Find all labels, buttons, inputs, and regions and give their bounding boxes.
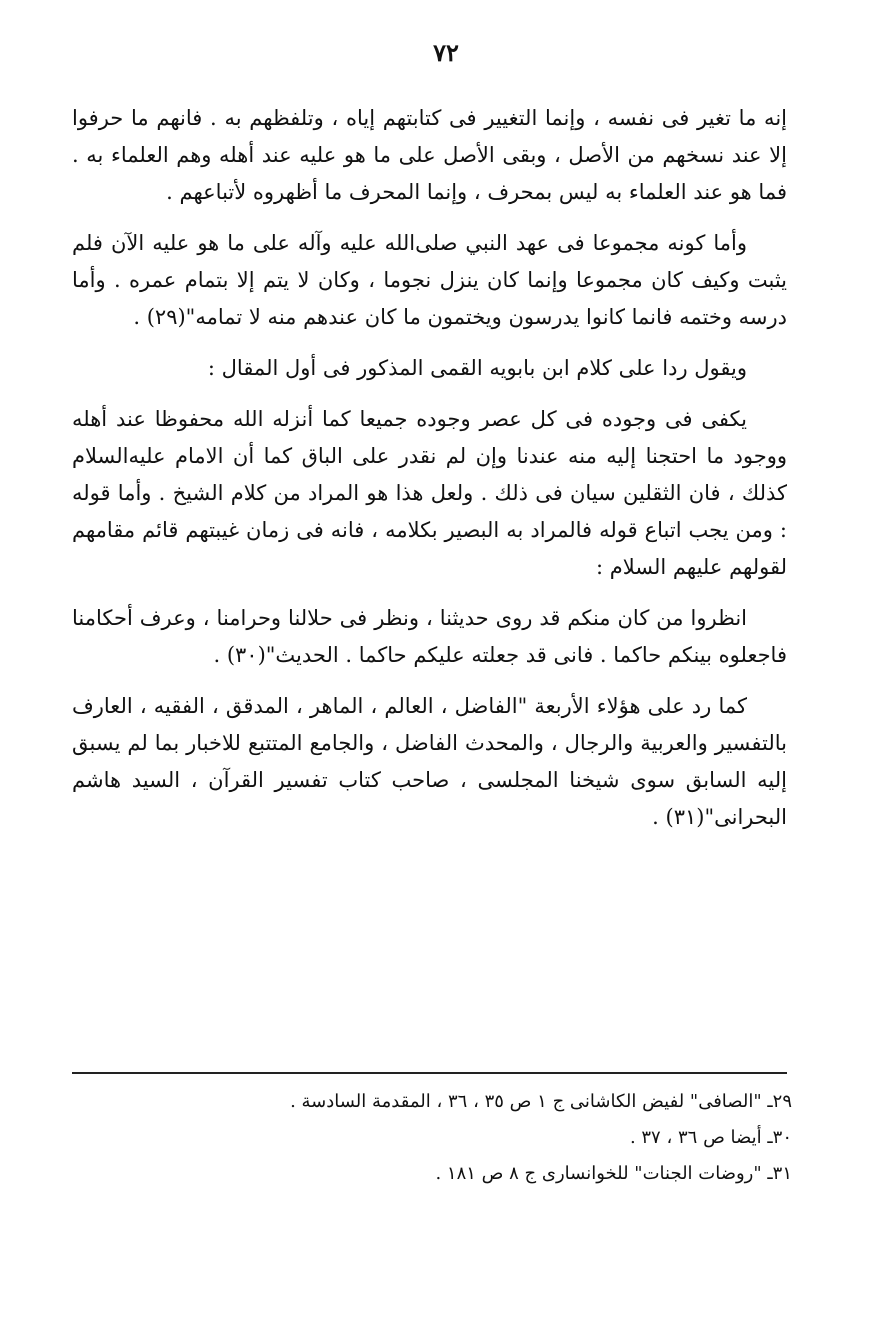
footnote-30: ٣٠ـ أيضا ص ٣٦ ، ٣٧ . (629, 1127, 792, 1148)
footnote-31: ٣١ـ "روضات الجنات" للخوانسارى ج ٨ ص ١٨١ . (435, 1163, 792, 1184)
footnote-29: ٢٩ـ "الصافى" لفيض الكاشانى ج ١ ص ٣٥ ، ٣٦ ، المقدمة السادسة . (290, 1091, 792, 1112)
footnote-divider (72, 1072, 787, 1074)
paragraph-6: كما رد على هؤلاء الأربعة "الفاضل ، العالم ، الماهر ، المدقق ، الفقيه ، العارف بالتفسير والعربية والرجال ، والمحدث الفاضل ، والجامع المتتبع للاخبار بما لم يسبق إليه السابق سوى شيخنا المجلسى ، صاحب كتاب تفسير القرآن ، السيد هاشم البحرانى"(٣١) . (72, 694, 787, 829)
paragraph-1: إنه ما تغير فى نفسه ، وإنما التغيير فى كتابتهم إياه ، وتلفظهم به . فانهم ما حرفوا إلا عند نسخهم من الأصل ، وبقى الأصل على ما هو عليه عند أهله وهم العلماء به . فما هو عند العلماء به ليس بمحرف ، وإنما المحرف ما أظهروه لأتباعهم . (72, 106, 787, 204)
footnotes (92, 1084, 792, 1192)
page-number: ٧٢ (433, 38, 459, 67)
paragraph-4: يكفى فى وجوده فى كل عصر وجوده جميعا كما أنزله الله محفوظا عند أهله ووجود ما احتجنا إليه منه عندنا وإن لم نقدر على الباق كما أن الامام عليه‌السلام كذلك ، فان الثقلين سيان فى ذلك . ولعل هذا هو المراد من كلام الشيخ . وأما قوله : ومن يجب اتباع قوله فالمراد به البصير بكلامه ، فانه فى زمان غيبتهم قائم مقامهم لقولهم عليهم السلام : (72, 407, 787, 579)
body-text (72, 100, 787, 850)
paragraph-5: انظروا من كان منكم قد روى حديثنا ، ونظر فى حلالنا وحرامنا ، وعرف أحكامنا فاجعلوه بينكم حاكما . فانى قد جعلته عليكم حاكما . الحديث"(٣٠) . (72, 606, 787, 667)
paragraph-2: وأما كونه مجموعا فى عهد النبي صلى‌الله عليه وآله على ما هو عليه الآن فلم يثبت وكيف كان مجموعا وإنما كان ينزل نجوما ، وكان لا يتم إلا بتمام عمره . وأما درسه وختمه فانما كانوا يدرسون ويختمون ما كان عندهم منه لا تمامه"(٢٩) . (72, 231, 787, 329)
paragraph-3: ويقول ردا على كلام ابن بابويه القمى المذكور فى أول المقال : (207, 356, 747, 380)
